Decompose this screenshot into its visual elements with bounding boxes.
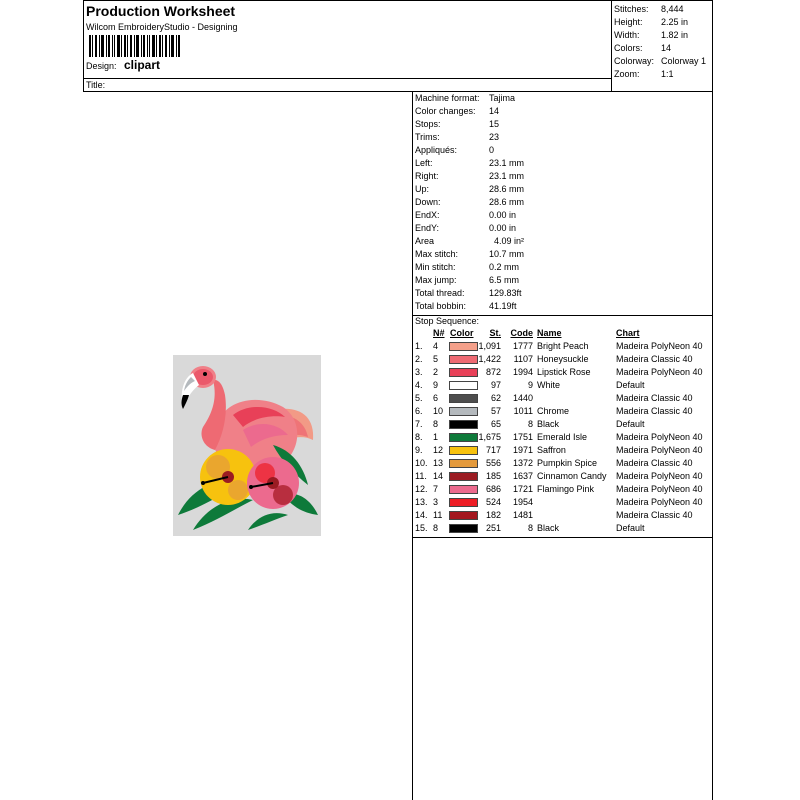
border-right bbox=[712, 0, 713, 800]
row-n: 9 bbox=[433, 380, 439, 390]
row-name: White bbox=[537, 380, 561, 390]
row-code: 1011 bbox=[513, 406, 533, 416]
row-index: 11. bbox=[415, 471, 427, 481]
row-name: Honeysuckle bbox=[537, 354, 589, 364]
color-swatch bbox=[449, 342, 478, 351]
stop-sequence-title: Stop Sequence: bbox=[415, 316, 480, 326]
row-chart: Madeira PolyNeon 40 bbox=[616, 497, 703, 507]
row-chart: Madeira PolyNeon 40 bbox=[616, 432, 703, 442]
row-n: 14 bbox=[433, 471, 444, 481]
row-name: Black bbox=[537, 419, 560, 429]
row-index: 3. bbox=[415, 367, 423, 377]
row-stitches: 182 bbox=[485, 510, 501, 520]
col-header-code: Code bbox=[510, 328, 533, 338]
color-swatch bbox=[449, 407, 478, 416]
row-index: 12. bbox=[415, 484, 428, 494]
title-label: Title: bbox=[86, 80, 106, 90]
row-n: 6 bbox=[433, 393, 439, 403]
table-row bbox=[414, 509, 712, 522]
color-swatch bbox=[449, 511, 478, 520]
color-swatch bbox=[449, 394, 478, 403]
row-stitches: 686 bbox=[485, 484, 501, 494]
row-stitches: 872 bbox=[485, 367, 501, 377]
row-chart: Madeira PolyNeon 40 bbox=[616, 484, 703, 494]
table-row bbox=[414, 496, 712, 509]
row-name: Black bbox=[537, 523, 560, 533]
row-chart: Default bbox=[616, 419, 645, 429]
table-row bbox=[414, 522, 712, 535]
row-code: 1751 bbox=[512, 432, 533, 442]
row-stitches: 251 bbox=[485, 523, 501, 533]
stop-sequence-header bbox=[414, 327, 712, 340]
col-header-name: Name bbox=[537, 328, 562, 338]
title-row-divider bbox=[83, 78, 611, 79]
row-stitches: 57 bbox=[490, 406, 501, 416]
row-n: 11 bbox=[433, 510, 443, 520]
row-n: 12 bbox=[433, 445, 444, 455]
row-name: Chrome bbox=[537, 406, 570, 416]
row-chart: Default bbox=[616, 380, 645, 390]
row-stitches: 62 bbox=[490, 393, 501, 403]
software-name: Wilcom EmbroideryStudio - Designing bbox=[86, 22, 238, 32]
row-stitches: 1,091 bbox=[478, 341, 501, 351]
table-row bbox=[414, 366, 712, 379]
col-header-color: Color bbox=[450, 328, 474, 338]
row-chart: Madeira PolyNeon 40 bbox=[616, 471, 703, 481]
row-code: 1777 bbox=[512, 341, 533, 351]
color-swatch bbox=[449, 368, 478, 377]
row-index: 14. bbox=[415, 510, 428, 520]
sequence-bottom-line bbox=[412, 537, 712, 538]
row-n: 4 bbox=[433, 341, 439, 351]
design-preview bbox=[173, 355, 321, 536]
col-header-n: N# bbox=[433, 328, 445, 338]
color-swatch bbox=[449, 446, 478, 455]
header-bottom-line bbox=[83, 91, 713, 92]
design-name: clipart bbox=[124, 58, 161, 72]
row-code: 1372 bbox=[512, 458, 533, 468]
row-chart: Madeira Classic 40 bbox=[616, 393, 693, 403]
row-name: Cinnamon Candy bbox=[537, 471, 607, 481]
row-code: 1994 bbox=[512, 367, 533, 377]
row-n: 3 bbox=[433, 497, 439, 507]
table-row bbox=[414, 392, 712, 405]
color-swatch bbox=[449, 524, 478, 533]
row-index: 15. bbox=[415, 523, 428, 533]
header-divider-vertical bbox=[611, 0, 612, 92]
row-n: 8 bbox=[433, 523, 439, 533]
row-code: 1637 bbox=[512, 471, 533, 481]
row-chart: Madeira Classic 40 bbox=[616, 406, 693, 416]
row-n: 5 bbox=[433, 354, 439, 364]
row-code: 1954 bbox=[512, 497, 533, 507]
row-name: Lipstick Rose bbox=[537, 367, 591, 377]
row-stitches: 524 bbox=[485, 497, 501, 507]
col-header-chart: Chart bbox=[616, 328, 640, 338]
row-stitches: 65 bbox=[490, 419, 501, 429]
row-code: 1971 bbox=[512, 445, 533, 455]
row-index: 6. bbox=[415, 406, 423, 416]
row-code: 1440 bbox=[512, 393, 533, 403]
row-index: 13. bbox=[415, 497, 428, 507]
row-index: 5. bbox=[415, 393, 423, 403]
row-stitches: 556 bbox=[485, 458, 501, 468]
row-n: 2 bbox=[433, 367, 439, 377]
row-index: 4. bbox=[415, 380, 423, 390]
row-code: 1107 bbox=[513, 354, 533, 364]
row-n: 13 bbox=[433, 458, 444, 468]
row-stitches: 1,675 bbox=[478, 432, 501, 442]
row-code: 1481 bbox=[512, 510, 533, 520]
row-index: 8. bbox=[415, 432, 423, 442]
col-header-st: St. bbox=[489, 328, 501, 338]
row-index: 7. bbox=[415, 419, 423, 429]
border-top bbox=[83, 0, 713, 1]
main-divider-vertical bbox=[412, 91, 413, 800]
row-index: 9. bbox=[415, 445, 423, 455]
page-title: Production Worksheet bbox=[86, 3, 236, 19]
row-name: Flamingo Pink bbox=[537, 484, 595, 494]
row-chart: Madeira PolyNeon 40 bbox=[616, 445, 703, 455]
table-row bbox=[414, 405, 712, 418]
row-n: 1 bbox=[433, 432, 439, 442]
row-chart: Madeira PolyNeon 40 bbox=[616, 341, 703, 351]
color-swatch bbox=[449, 498, 478, 507]
row-code: 9 bbox=[527, 380, 533, 390]
color-swatch bbox=[449, 459, 478, 468]
row-chart: Madeira Classic 40 bbox=[616, 510, 693, 520]
color-swatch bbox=[449, 381, 478, 390]
color-swatch bbox=[449, 420, 478, 429]
row-code: 1721 bbox=[512, 484, 533, 494]
table-row bbox=[414, 353, 712, 366]
row-chart: Default bbox=[616, 523, 645, 533]
table-row bbox=[414, 444, 712, 457]
color-swatch bbox=[449, 433, 478, 442]
row-n: 8 bbox=[433, 419, 439, 429]
row-name: Saffron bbox=[537, 445, 566, 455]
table-row bbox=[414, 431, 712, 444]
table-row bbox=[414, 379, 712, 392]
row-stitches: 1,422 bbox=[478, 354, 501, 364]
row-index: 2. bbox=[415, 354, 423, 364]
design-label: Design: bbox=[86, 61, 117, 71]
row-n: 7 bbox=[433, 484, 439, 494]
row-stitches: 717 bbox=[485, 445, 501, 455]
table-row bbox=[414, 418, 712, 431]
row-stitches: 185 bbox=[485, 471, 501, 481]
table-row bbox=[414, 470, 712, 483]
row-index: 10. bbox=[415, 458, 428, 468]
table-row bbox=[414, 457, 712, 470]
row-chart: Madeira PolyNeon 40 bbox=[616, 367, 703, 377]
row-name: Bright Peach bbox=[537, 341, 589, 351]
barcode bbox=[89, 35, 181, 57]
row-name: Pumpkin Spice bbox=[537, 458, 598, 468]
row-stitches: 97 bbox=[490, 380, 501, 390]
table-row bbox=[414, 340, 712, 353]
row-code: 8 bbox=[527, 523, 533, 533]
color-swatch bbox=[449, 355, 478, 364]
table-row bbox=[414, 483, 712, 496]
row-chart: Madeira Classic 40 bbox=[616, 354, 693, 364]
row-index: 1. bbox=[415, 341, 423, 351]
color-swatch bbox=[449, 472, 478, 481]
row-chart: Madeira Classic 40 bbox=[616, 458, 693, 468]
row-n: 10 bbox=[433, 406, 444, 416]
row-code: 8 bbox=[527, 419, 533, 429]
row-name: Emerald Isle bbox=[537, 432, 588, 442]
color-swatch bbox=[449, 485, 478, 494]
